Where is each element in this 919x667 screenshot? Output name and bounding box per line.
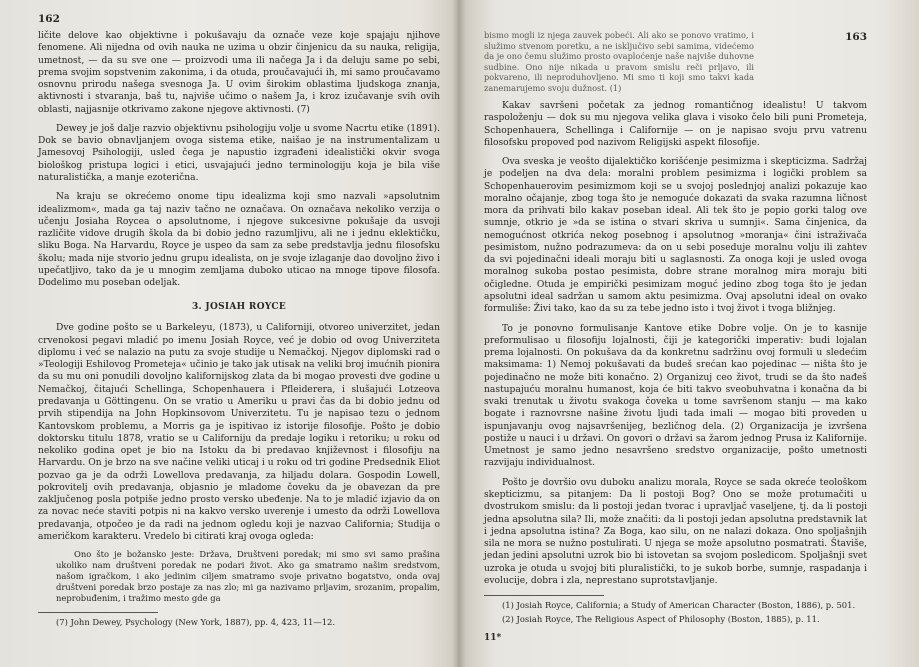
left-paragraph-3: Na kraju se okrećemo onome tipu idealizma koji smo nazvali »apsolutnim idealizmom«, mada ga taj naziv tačno ne označava. On označava nekoliko verzija o učenju Josiaha Roycea o apsolutnome, i njegove sukcesivne pokušaje da usvoji različite vidove drugih škola da bi dobio jedno razumljivu, ali ne i jednu eklektičku, sliku Boga. Na Harvardu, Royce je uspeo da sam za sebe predstavlja jednu filosofsku školu; mada nije stvorio jednu grupu idealista, on je svoje izlaganje dao dovoljno živo i upečatljivo, tako da je u mnogim zemljama duboko uticao na mnoge tipove filosofa. Dodelimo mu poseban odeljak. [38,192,440,289]
section-heading: 3. JOSIAH ROYCE [191,302,287,313]
right-page-number: 163 [845,31,867,43]
right-top-quote: bismo mogli iz njega zauvek pobeći. Ali ako se ponovo vratimo, i služimo stvenom poretku, a ne isključivo sebi samima, videćemo da je ono čemu služimo prosto ovaploćenje naše najviše duhovne sudbine. Ono nije nikada u pravom smislu reči prljavo, ili pokvareno, ili neproduhovljeno. Mi smo ti koji smo takvi kada zanemarujemo svoju dužnost. (1) [484,30,754,93]
right-paragraph-4: Pošto je dovršio ovu duboku analizu morala, Royce se sada okreće teološkom skepticizmu, sa pitanjem: Da li postoji Bog? Ono se može protumačiti u dvostrukom smislu: da li postoji jedan tvorac i upravljač vaseljene, tj. da li postoji jedna apsolutna sila? Ili, može značiti: da li postoji jedan apsolutna predstavnik lat i jedna apsolutna istina? Za Boga, kao silu, on ne nalazi dokaza. Ono spoljašnjih sila ne mora se nužno postulirati. U njega se može apsolutno posmatrati. Štaviše, jedan jedini apsolutni uzrok bio bi istovetan sa svojom posledicom. Spoljašnji svet uzroka je otuda u svojoj biti pluralistički, to je sukob borbe, sumnje, raspadanja i evolucije, dobra i zla, neprestano suprotstavljanje. [484,477,867,586]
block-quote: Ono što je božansko jeste: Država, Društveni poredak; mi smo svi samo prašina ukoliko nam društveni poredak ne podari život. Ako ga smatramo našim sredstvom, našom igračkom, i ako jedinim ciljem smatramo svoje privatno bogatstvo, onda ovaj društveni poredak brzo postaje za nas zlo; mi ga nazivamo prljavim, srozanim, propalim, neprobuđenim, i tražimo mesto gde ga [56,549,440,603]
footnote-rule [38,612,158,613]
left-paragraph-1: ličite delove kao objektivne i pokušavaju da označe veze koje spajaju njihove fenomene. Ali nijedna od ovih nauka ne uzima u obzir činjenicu da su nauka, religija, umetnost, — da su sve one — proizvodi uma ili načega Ja i da deluju same po sebi, prema svojim sopstvenim zakonima, i da otuda, proučavajući ih, mi samo proučavamo osnovnu prirodu našega svesnoga Ja. U ovim širokim oblastima ljudskoga znanja, aktivnosti i stvaranja, baš tu, najviše učimo o našem Ja, i kroz izučavanje svih ovih oblasti, najjasnije otkrivamo zakone njegove aktivnosti. (7) [38,31,440,115]
footnote-rule [484,595,604,596]
signature-mark: 11* [484,632,502,643]
right-footnote-2: (2) Josiah Royce, The Religious Aspect of Philosophy (Boston, 1885), p. 11. [502,614,820,625]
right-paragraph-2: Ova sveska je veošto dijalektičko korišćenje pesimizma i skepticizma. Sadržaj je podeljen na dva dela: moralni problem pesimizma i logički problem sa Schopenhauerovim pesimizmom koji se u svojoj poslednjoj analizi pokazuje kao moralno očajanje, zbog toga što je nemoguće dokazati da svaka razumna ličnost mora da prihvati bilo kakav poseban ideal. Ali tek što je popio gorki talog ove sumnje, otkrio je »da se istina o stvari skriva u sumnji«. Sama činjenica, da nemogućnost otkrića nekog posebnog i apsolutnog »moranja« čini istraživača pesimistom, nužno podrazumeva: da on u sebi poseduje moralnu volju ili zahtev da svi pojedinačni ideali moraju biti u saglasnosti. Za onoga koji je usled ovoga moralnog sukoba postao pesimista, dobre strane moralnog mira moraju biti očigledne. Otuda je empirički pesimizam moguć jedino zbog toga što je jedan apsolutni ideal sadržan u samom aktu pesimizma. Ovaj apsolutni ideal on ovako formuliše: Živi tako, kao da su za tebe jedno isto i tvoj život i tvoga bližnjeg. [484,157,867,315]
left-page [0,0,458,667]
right-footnote-1: (1) Josiah Royce, California; a Study of American Character (Boston, 1886), p. 501. [502,600,856,611]
left-paragraph-2: Dewey je još dalje razvio objektivnu psihologiju volje u svome Nacrtu etike (1891). Dok se bavio obnavljanjem ovoga sistema etike, naišao je na instrumentalizam u Jamesovoj Psihologiji, usled čega je napustio izgrađeni idealistički okvir svoga biološkog pristupa logici i etici, usvajajući jedno terminologiju koja je bila više naturalistička, a manje ezoterična. [38,123,440,183]
left-footnote: (7) John Dewey, Psychology (New York, 1887), pp. 4, 423, 11—12. [56,616,336,627]
right-page [458,0,919,667]
right-paragraph-3: To je ponovno formulisanje Kantove etike Dobre volje. On je to kasnije preformulisao u filosofiju lojalnosti, čiji je kategorički imperativ: budi lojalan prema lojalnosti. On pokušava da da konkretnu sadržinu ovoj formuli u sledećim maksimama: 1) Nemoj pokušavati da budeš srećan kao pojedinac — ništa što je pojedinačno ne može biti konačno. 2) Organizuj ceo život, trudi se da što nađeš nastupajuću moralnu humanost, koja će biti takvo sveobuhvatna i konačna da bi svaki trenutak u životu svakoga čoveka u tome savršenom stanju — ma kako bogate i raznovrsne našine životu ljudi tada imali — mogao biti proveden u ispunjavanju ovog najsavršenijeg, bezličnog dela. (2) Organizacija je izvršena postiže u nauci i u državi. On govori o državi sa žarom jednog Prusa iz Kalifornije. Umetnost je samo jedno nesavršeno sredstvo organizacije, pošto umetnosti razvijaju individualnost. [484,323,867,469]
left-page-number: 162 [38,13,60,25]
right-paragraph-1: Kakav savršeni početak za jednog romantičnog idealistu! U takvom raspoloženju — dok su mu njegova velika glava i visoko čelo bili puni Prometeja, Schopenhauera, Schellinga i Californije — on je napisao svoju prvu vatrenu filosofsku propoved pod nazivom Religijski aspekt filosofije. [484,101,867,148]
left-paragraph-4: Dve godine pošto se u Barkeleyu, (1873), u Californiji, otvoreo univerzitet, jedan crvenokosi pegavi mladić po imenu Josiah Royce, već je dobio od ovog Univerziteta diplomu i već se nalazio na putu za svoje studije u Nemačkoj. Njegov diplomski rad o »Teologiji Eshilovog Prometeja« učinio je tako jak utisak na veliki broj imućnih pionira da su mu oni ponudili dovoljno kalifornijskog zlata da bi mogao provesti dve godine u Nemačkoj, čitajući Schellinga, Schopenhauera i Pfleiderera, i slušajući Lotzeova predavanja u Göttingenu. On se vratio u Ameriku u pravi čas da bi dobio jednu od prvih stipendija na John Hopkinsovom Univerzitetu. Tu je napisao tezu o jednom Kantovskom problemu, a Morris ga je ispitivao iz istorije filosofije. Pošto je dobio doktorsku titulu 1878, vratio se u Californiju da predaje logiku i retoriku; u roku od nekoliko godina opet je bio na Istoku da bi predavao književnost i filosofiju na Harvardu. On je brzo na sve načine veliki uticaj i u roku od tri godine Predsednik Eliot pozvao ga je da održi Lowellova predavanja, za hiljadu dolara. Gospodin Lowell, pokrovitelj ovih predavanja, objasnio je mladome čoveku da je obavezan da pre zaključenog posla potpiše jedno prosto versko ubeđenje. Na to je mladić izjavio da on za novac neće staviti potpis ni na kakvo versko uverenje i umesto da održi Lowellova predavanja, otpočeo je da radi na jednom ogledu koji je nazvao California; Studija o američkom karakteru. Vredelo bi citirati kraj ovoga ogleda: [38,323,440,542]
